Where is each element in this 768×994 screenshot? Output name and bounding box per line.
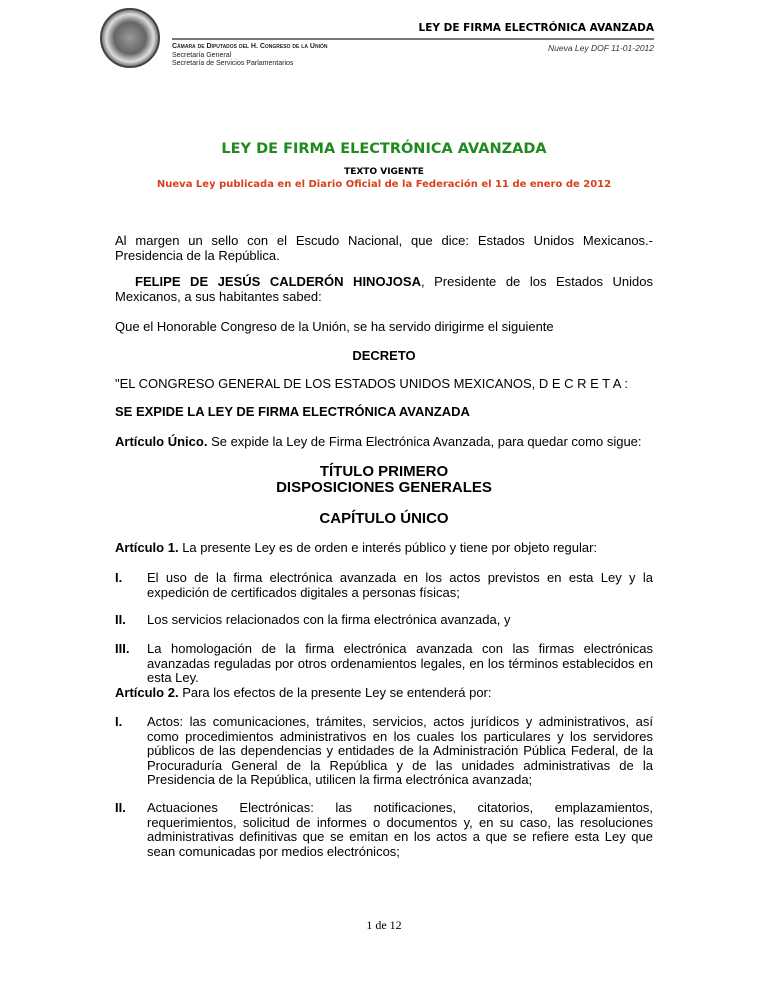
publication-note: Nueva Ley publicada en el Diario Oficial de la Federación el 11 de enero de 2012 [156, 179, 612, 190]
institution-name: Cámara de Diputados del H. Congreso de la Unión [172, 43, 328, 50]
articulo-1-text: La presente Ley es de orden e interés público y tiene por objeto regular: [178, 540, 598, 555]
paragraph-expide: SE EXPIDE LA LEY DE FIRMA ELECTRÓNICA AVANZADA [115, 404, 470, 419]
titulo-number: TÍTULO PRIMERO [319, 463, 449, 480]
titulo-name: DISPOSICIONES GENERALES [276, 479, 492, 496]
titulo-heading [115, 464, 653, 496]
header-date: Nueva Ley DOF 11-01-2012 [548, 43, 654, 53]
texto-vigente: TEXTO VIGENTE [344, 167, 424, 177]
institution-line3: Secretaría de Servicios Parlamentarios [172, 60, 294, 67]
list-item: La homologación de la firma electrónica avanzada con las firmas electrónicas avanzadas reguladas por otros ordenamientos legales, en los términos establecidos en esta Ley. [147, 641, 653, 685]
president-text: , Presidente de los Estados Unidos Mexicanos, a sus habitantes sabed: [115, 274, 653, 304]
header-divider [172, 38, 654, 40]
item-number: III. [115, 641, 130, 656]
institution-line2: Secretaría General [172, 51, 232, 59]
item-number: II. [115, 612, 126, 627]
list-item: Los servicios relacionados con la firma electrónica avanzada, y [147, 612, 511, 627]
item-number: I. [115, 714, 123, 729]
document-title: LEY DE FIRMA ELECTRÓNICA AVANZADA [221, 141, 547, 157]
articulo-2-text: Para los efectos de la presente Ley se entenderá por: [178, 685, 492, 700]
paragraph-margin: Al margen un sello con el Escudo Nacional, que dice: Estados Unidos Mexicanos.- Presidencia de la República. [115, 233, 653, 263]
header-institution [172, 43, 327, 69]
articulo-1-label: Artículo 1. [115, 540, 179, 555]
item-number: II. [115, 800, 126, 815]
list-item: Actuaciones Electrónicas: las notificaciones, citatorios, emplazamientos, requerimientos, solicitud de informes o documentos y, en su caso, las resoluciones administrativas definitivas que se emitan en los actos a que se refiere esta Ley que sean comunicadas por medios electrónicos; [147, 800, 653, 859]
president-name: FELIPE DE JESÚS CALDERÓN HINOJOSA [135, 274, 421, 289]
page-number: 1 de 12 [366, 918, 402, 932]
articulo-unico-label: Artículo Único. [115, 434, 208, 449]
paragraph-president [115, 275, 653, 304]
item-number: I. [115, 570, 123, 585]
list-item: Actos: las comunicaciones, trámites, servicios, actos jurídicos y administrativos, así como procedimientos administrativos en los cuales los particulares y los servidores públicos de las dependencias y entidades de la Administración Pública Federal, de la Procuraduría General de la República y de las unidades administrativas de la Presidencia de la República, utilicen la firma electrónica avanzada; [147, 714, 653, 787]
articulo-2-label: Artículo 2. [115, 685, 179, 700]
paragraph-congreso: Que el Honorable Congreso de la Unión, se ha servido dirigirme el siguiente [115, 319, 554, 334]
articulo-2 [115, 686, 653, 701]
articulo-unico [115, 435, 653, 450]
paragraph-decreta: "EL CONGRESO GENERAL DE LOS ESTADOS UNIDOS MEXICANOS, D E C R E T A : [115, 376, 628, 391]
header-title: LEY DE FIRMA ELECTRÓNICA AVANZADA [418, 22, 654, 34]
national-seal-logo [100, 8, 160, 68]
articulo-unico-text: Se expide la Ley de Firma Electrónica Avanzada, para quedar como sigue: [207, 434, 642, 449]
decreto-heading: DECRETO [352, 348, 416, 363]
capitulo-heading: CAPÍTULO ÚNICO [319, 510, 449, 527]
list-item: El uso de la firma electrónica avanzada en los actos previstos en esta Ley y la expedición de certificados digitales a personas físicas; [147, 570, 653, 600]
articulo-1 [115, 541, 653, 556]
